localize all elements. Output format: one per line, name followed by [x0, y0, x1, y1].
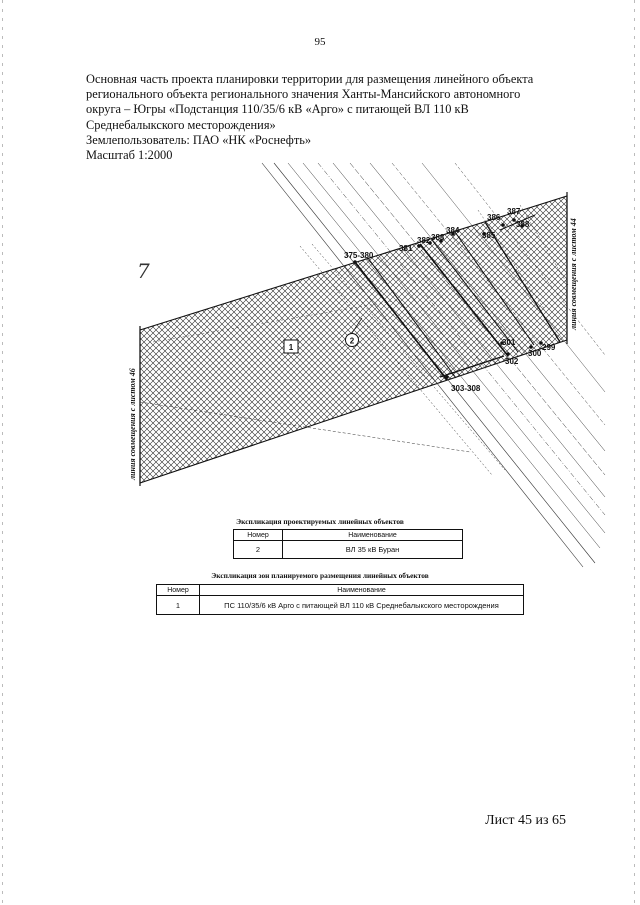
header-line-2: регионального объекта регионального значения Ханты-Мансийского автономного: [86, 87, 521, 102]
cell-number: 1: [157, 596, 200, 615]
cell-name: ПС 110/35/6 кВ Арго с питающей ВЛ 110 кВ Среднебалыкского месторождения: [200, 596, 524, 615]
header-cell-number: Номер: [157, 585, 200, 596]
point-label-388: 388: [516, 220, 530, 229]
left-combination-label: линия совмещения с листом 46: [128, 368, 137, 480]
point-label-383: 383: [431, 233, 445, 242]
scale-line: Масштаб 1:2000: [86, 148, 173, 163]
point-label-301: 301: [502, 338, 516, 347]
point-label-385: 385: [482, 231, 496, 240]
object-number: 2: [349, 336, 355, 346]
header-line-3: округа – Югры «Подстанция 110/35/6 кВ «Арго» с питающей ВЛ 110 кВ: [86, 102, 469, 117]
table-header-row: [234, 530, 463, 541]
table-row: [157, 596, 524, 615]
zones-table-caption: Экспликация зон планируемого размещения линейных объектов: [211, 571, 429, 580]
point-label-387: 387: [507, 207, 521, 216]
point-label-386: 386: [487, 213, 501, 222]
point-label-375-380: 375-380: [344, 251, 374, 260]
header-cell-number: Номер: [234, 530, 283, 541]
header-line-4: Среднебалыкского месторождения»: [86, 117, 276, 132]
header-cell-name: Наименование: [283, 530, 463, 541]
sheet-number: Лист 45 из 65: [485, 813, 566, 828]
objects-table-caption: Экспликация проектируемых линейных объектов: [236, 517, 404, 526]
point-label-384: 384: [446, 226, 460, 235]
handwritten-mark: 7: [137, 259, 150, 283]
page-number: 95: [314, 36, 326, 48]
right-combination-label: линия совмещения с листом 44: [569, 218, 578, 330]
point-label-302: 302: [505, 357, 519, 366]
zone-number-marker: [284, 340, 298, 353]
point-label-303-308: 303-308: [451, 384, 481, 393]
zones-table: [156, 584, 524, 615]
point-label-299: 299: [542, 343, 556, 352]
point-label-381: 381: [399, 244, 413, 253]
objects-table: [233, 529, 463, 559]
header-line-1: Основная часть проекта планировки территории для размещения линейного объекта: [86, 72, 534, 86]
cell-number: 2: [234, 541, 283, 559]
table-header-row: [157, 585, 524, 596]
land-user-line: Землепользователь: ПАО «НК «Роснефть»: [86, 132, 312, 147]
point-label-300: 300: [528, 349, 542, 358]
zone-number: 1: [288, 343, 294, 352]
cell-name: ВЛ 35 кВ Буран: [283, 541, 463, 559]
point-label-382: 382: [417, 236, 431, 245]
table-row: [234, 541, 463, 559]
header-cell-name: Наименование: [200, 585, 524, 596]
